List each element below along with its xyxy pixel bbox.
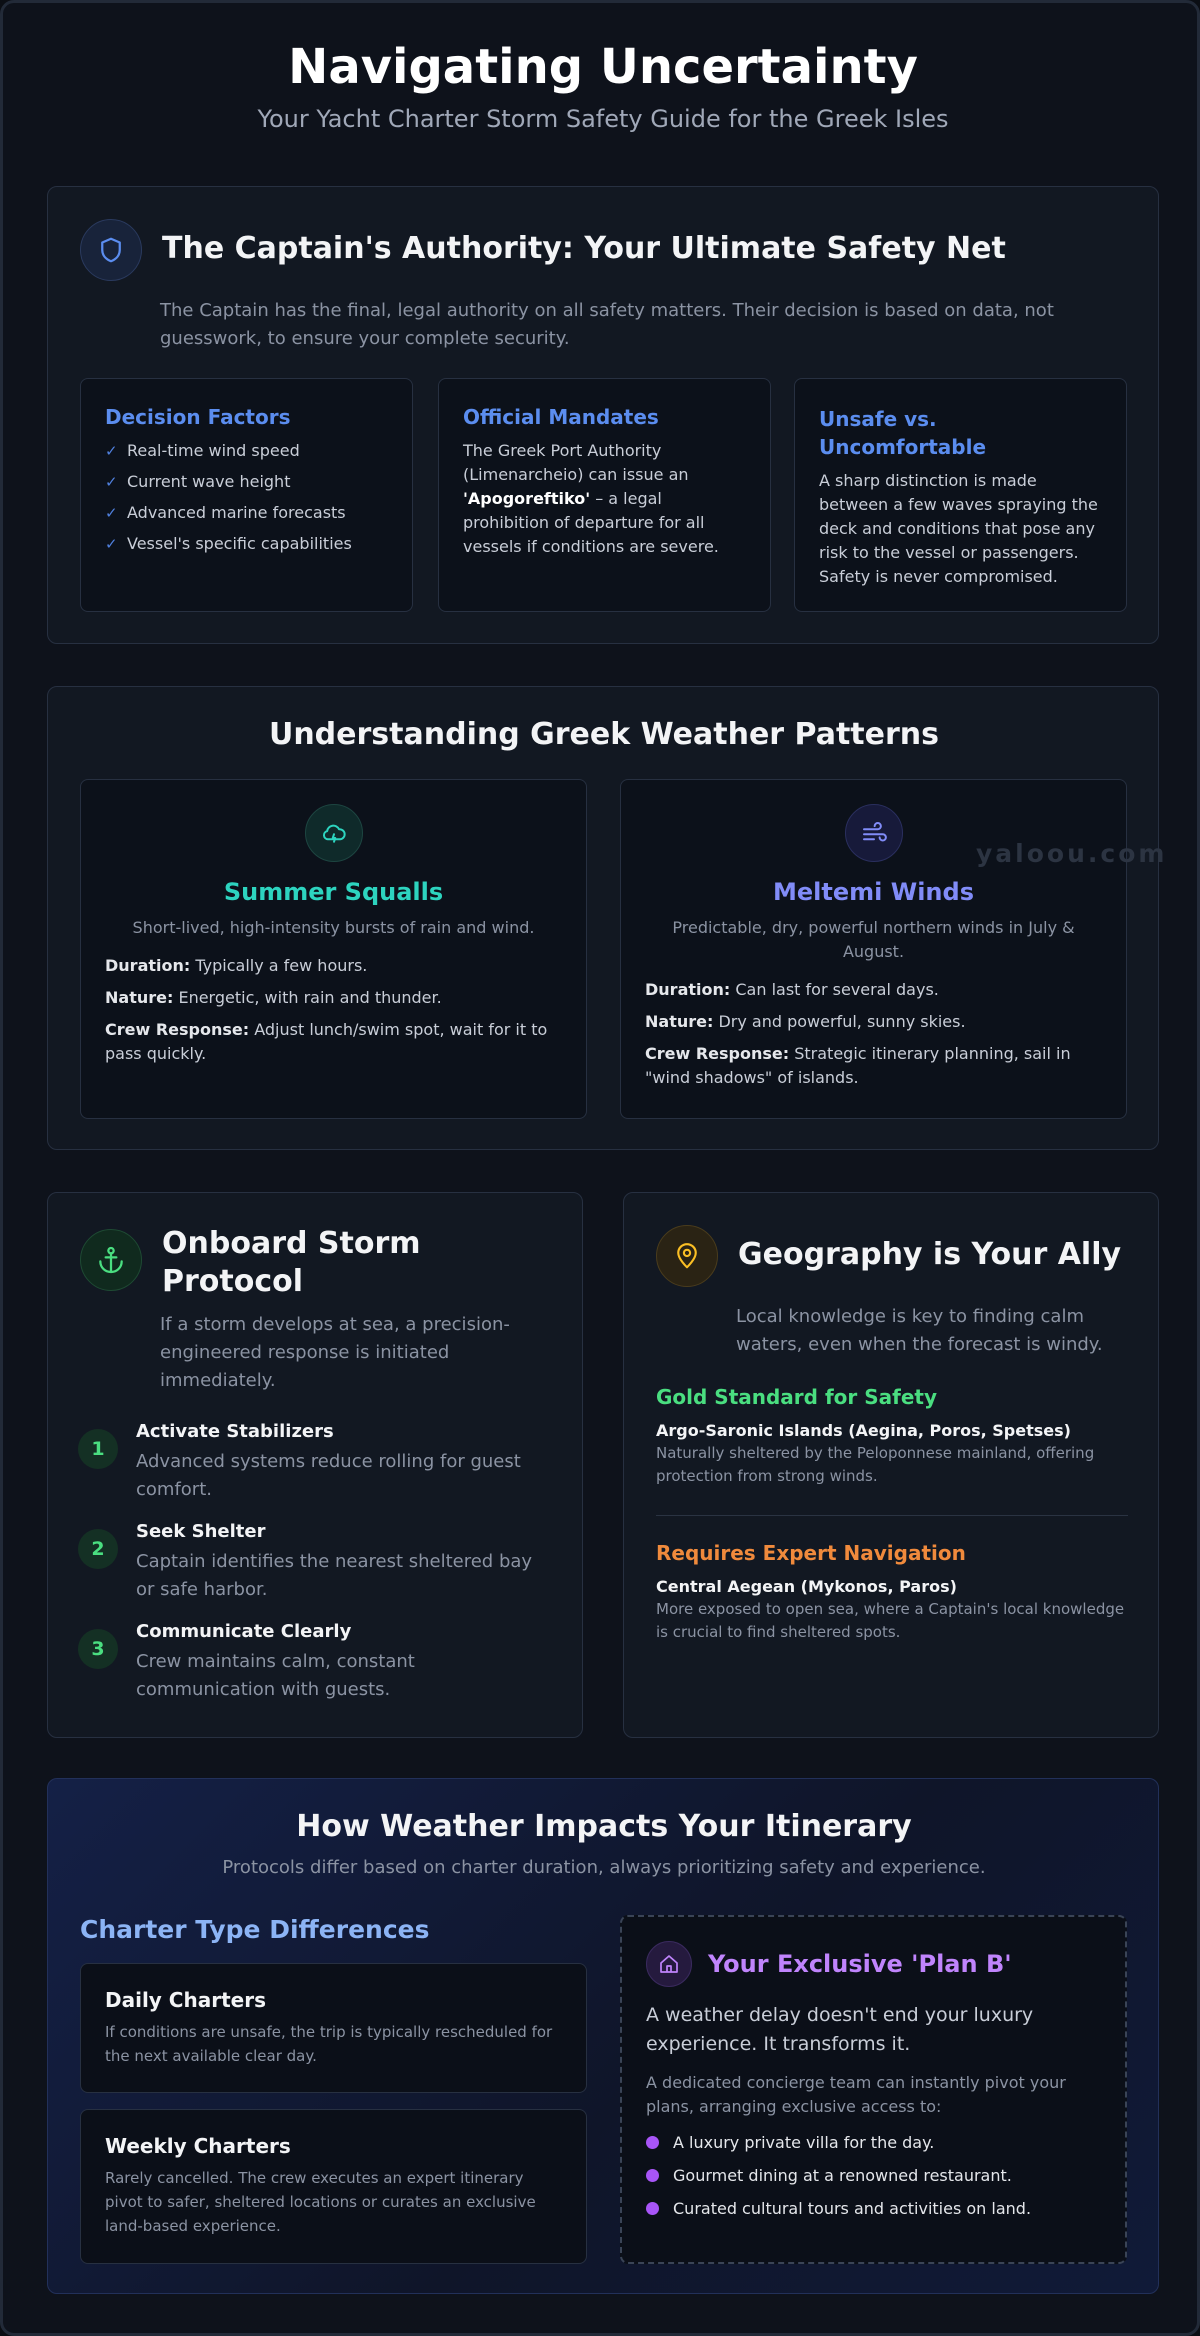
check-icon: ✓ <box>105 472 118 491</box>
step-number: 3 <box>78 1629 118 1669</box>
hero <box>3 39 1200 133</box>
meltemi-title: Meltemi Winds <box>773 878 974 906</box>
meltemi-desc: Predictable, dry, powerful northern winds in July & August. <box>672 918 1075 961</box>
step-title: Communicate Clearly <box>136 1621 352 1642</box>
authority-title: The Captain's Authority: Your Ultimate Safety Net <box>162 231 1006 266</box>
factor-item: ✓ Vessel's specific capabilities <box>105 534 352 553</box>
check-icon: ✓ <box>105 534 118 553</box>
daily-charters-card <box>80 1963 587 2093</box>
watermark: yaloou.com <box>976 839 1168 868</box>
squalls-title: Summer Squalls <box>223 878 444 906</box>
charter-types-title: Charter Type Differences <box>80 1915 430 1944</box>
itinerary-section <box>47 1778 1159 2294</box>
protocol-step <box>80 1421 540 1504</box>
weather-title: Understanding Greek Weather Patterns <box>268 717 940 752</box>
bullet-dot <box>646 2169 659 2182</box>
step-desc: Crew maintains calm, constant communication with guests. <box>136 1651 415 1700</box>
protocol-step <box>80 1521 540 1604</box>
weekly-charters-card <box>80 2109 587 2264</box>
unsafe-text: A sharp distinction is made between a few waves spraying the deck and conditions that pose any risk to the vessel or passengers. Safety is never compromised. <box>819 471 1098 586</box>
squalls-card <box>80 779 587 1119</box>
wind-icon <box>845 804 903 862</box>
official-mandates-card <box>438 378 771 612</box>
factor-item: ✓ Real-time wind speed <box>105 441 300 460</box>
shield-icon <box>80 219 142 281</box>
page-title: Navigating Uncertainty <box>288 39 918 95</box>
expert-nav-text: More exposed to open sea, where a Captain's local knowledge is crucial to find sheltered spots. <box>656 1600 1125 1641</box>
weather-section <box>47 686 1168 1150</box>
weekly-charters-text: Rarely cancelled. The crew executes an expert itinerary pivot to safer, sheltered locations or curates an exclusive land-based experience. <box>105 2169 536 2235</box>
factor-item: ✓ Current wave height <box>105 472 291 491</box>
daily-charters-text: If conditions are unsafe, the trip is typically rescheduled for the next available clear day. <box>105 2023 553 2065</box>
squalls-nature: Nature: Energetic, with rain and thunder. <box>105 988 442 1007</box>
meltemi-duration: Duration: Can last for several days. <box>645 980 939 999</box>
decision-factors-title: Decision Factors <box>105 405 291 429</box>
plan-b-card <box>620 1915 1127 2264</box>
squalls-desc: Short-lived, high-intensity bursts of rain and wind. <box>132 918 535 937</box>
page-subtitle: Your Yacht Charter Storm Safety Guide for the Greek Isles <box>257 105 949 133</box>
weekly-charters-title: Weekly Charters <box>105 2134 291 2158</box>
plan-b-item: Gourmet dining at a renowned restaurant. <box>646 2166 1101 2185</box>
geography-divider <box>656 1515 1128 1516</box>
unsafe-card <box>794 378 1127 612</box>
plan-b-text: A dedicated concierge team can instantly pivot your plans, arranging exclusive access to: <box>646 2073 1066 2116</box>
official-mandates-text: The Greek Port Authority (Limenarcheio) can issue an 'Apogoreftiko' – a legal prohibition of departure for all vessels if conditions are severe. <box>463 441 719 556</box>
plan-b-item: Curated cultural tours and activities on land. <box>646 2199 1101 2218</box>
expert-nav-block <box>656 1541 1128 1644</box>
storm-protocol-title: Onboard Storm Protocol <box>162 1226 421 1299</box>
authority-section <box>47 186 1159 644</box>
bullet-dot <box>646 2202 659 2215</box>
home-icon <box>646 1941 692 1987</box>
storm-protocol-section <box>47 1192 583 1738</box>
factor-item: ✓ Advanced marine forecasts <box>105 503 346 522</box>
bullet-dot <box>646 2136 659 2149</box>
squalls-duration: Duration: Typically a few hours. <box>105 956 368 975</box>
step-title: Activate Stabilizers <box>136 1421 334 1442</box>
expert-nav-subtitle: Central Aegean (Mykonos, Paros) <box>656 1577 957 1596</box>
geography-section <box>623 1192 1159 1738</box>
gold-standard-text: Naturally sheltered by the Peloponnese mainland, offering protection from strong winds. <box>656 1444 1095 1485</box>
authority-intro: The Captain has the final, legal authority on all safety matters. Their decision is based on data, not guesswork, to ensure your complete security. <box>160 300 1054 349</box>
geography-title: Geography is Your Ally <box>738 1237 1122 1272</box>
plan-b-lead: A weather delay doesn't end your luxury experience. It transforms it. <box>646 2004 1034 2055</box>
gold-standard-subtitle: Argo-Saronic Islands (Aegina, Poros, Spetses) <box>656 1421 1071 1440</box>
itinerary-subtitle: Protocols differ based on charter duration, always prioritizing safety and experience. <box>222 1857 986 1878</box>
squalls-crew: Crew Response: Adjust lunch/swim spot, wait for it to pass quickly. <box>105 1020 548 1063</box>
step-title: Seek Shelter <box>136 1521 266 1542</box>
step-number: 2 <box>78 1529 118 1569</box>
meltemi-crew: Crew Response: Strategic itinerary planning, sail in "wind shadows" of islands. <box>645 1044 1071 1087</box>
map-pin-icon <box>656 1225 718 1287</box>
step-desc: Advanced systems reduce rolling for guest comfort. <box>136 1451 521 1500</box>
check-icon: ✓ <box>105 441 118 460</box>
meltemi-nature: Nature: Dry and powerful, sunny skies. <box>645 1012 966 1031</box>
step-desc: Captain identifies the nearest sheltered bay or safe harbor. <box>136 1551 533 1600</box>
plan-b-title: Your Exclusive 'Plan B' <box>708 1950 1012 1978</box>
step-number: 1 <box>78 1429 118 1469</box>
meltemi-card <box>620 779 1127 1119</box>
decision-factors-card <box>80 378 413 612</box>
storm-protocol-intro: If a storm develops at sea, a precision-engineered response is initiated immediately. <box>160 1314 510 1391</box>
gold-standard-title: Gold Standard for Safety <box>656 1385 937 1409</box>
gold-standard-block <box>656 1385 1128 1488</box>
unsafe-title: Unsafe vs. Uncomfortable <box>819 407 987 459</box>
daily-charters-title: Daily Charters <box>105 1988 266 2012</box>
check-icon: ✓ <box>105 503 118 522</box>
itinerary-title: How Weather Impacts Your Itinerary <box>296 1809 912 1844</box>
plan-b-item: A luxury private villa for the day. <box>646 2133 1101 2152</box>
protocol-step <box>80 1621 540 1704</box>
cloud-icon <box>305 804 363 862</box>
expert-nav-title: Requires Expert Navigation <box>656 1541 966 1565</box>
anchor-icon <box>80 1229 142 1291</box>
official-mandates-title: Official Mandates <box>463 405 659 429</box>
geography-intro: Local knowledge is key to finding calm waters, even when the forecast is windy. <box>736 1306 1103 1355</box>
